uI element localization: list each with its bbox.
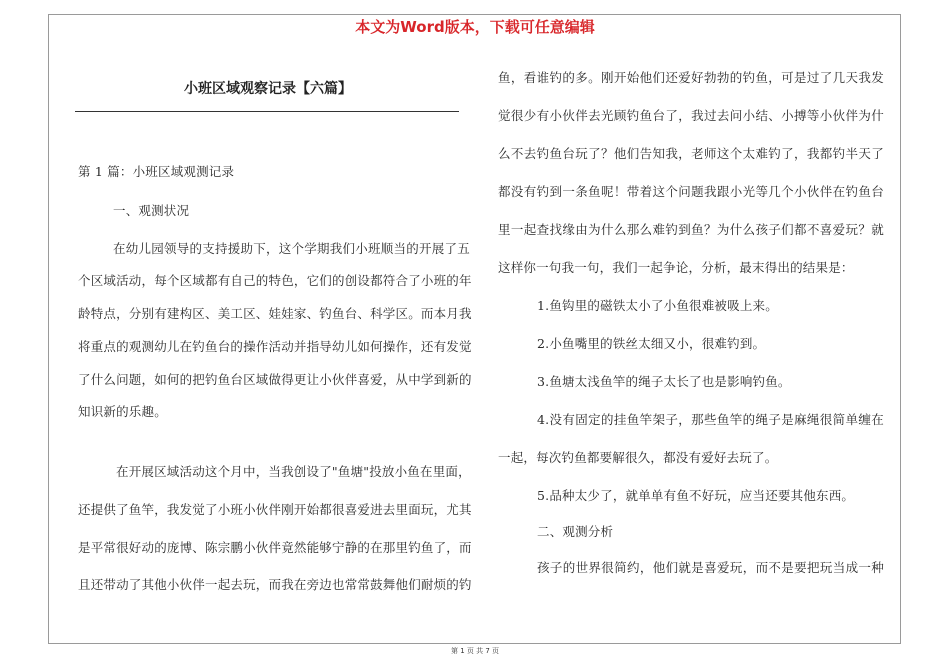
paragraph-line: 龄特点，分别有建构区、美工区、娃娃家、钓鱼台、科学区。而本月我 — [78, 306, 472, 321]
paragraph-line: 了什么问题，如何的把钓鱼台区域做得更让小伙伴喜爱，从中学到新的 — [78, 372, 472, 387]
paragraph-line: 将重点的观测幼儿在钓鱼台的操作活动并指导幼儿如何操作，还有发觉 — [78, 339, 472, 354]
paragraph-line: 在幼儿园领导的支持援助下，这个学期我们小班顺当的开展了五 — [113, 241, 470, 256]
list-item-continuation: 一起，每次钓鱼都要解很久，都没有爱好去玩了。 — [498, 450, 778, 465]
section-heading: 第 1 篇：小班区域观测记录 — [78, 164, 235, 179]
edit-banner: 本文为Word版本，下载可任意编辑 — [355, 18, 595, 36]
paragraph-line: 鱼，看谁钓的多。刚开始他们还爱好勃勃的钓鱼，可是过了几天我发 — [498, 70, 884, 85]
paragraph-line: 是平常很好动的庞博、陈宗鹏小伙伴竟然能够宁静的在那里钓鱼了，而 — [78, 540, 472, 555]
list-item: 4.没有固定的挂鱼竿架子，那些鱼竿的绳子是麻绳很简单缠在 — [537, 412, 884, 427]
paragraph-line: 知识新的乐趣。 — [78, 404, 167, 419]
paragraph-line: 在开展区域活动这个月中，当我创设了"鱼塘"投放小鱼在里面， — [116, 464, 471, 479]
paragraph-line: 个区域活动，每个区域都有自己的特色，它们的创设都符合了小班的年 — [78, 273, 472, 288]
paragraph-line: 么不去钓鱼台玩了？他们告知我，老师这个太难钓了，我都钓半天了 — [498, 146, 884, 161]
paragraph-line: 且还带动了其他小伙伴一起去玩，而我在旁边也常常鼓舞他们耐烦的钓 — [78, 577, 472, 592]
paragraph-line: 这样你一句我一句，我们一起争论，分析，最末得出的结果是： — [498, 260, 854, 275]
subheading-analysis: 二、观测分析 — [537, 524, 614, 539]
subheading-observation: 一、观测状况 — [113, 203, 190, 218]
document-title: 小班区域观察记录【六篇】 — [184, 81, 352, 97]
list-item: 5.品种太少了，就单单有鱼不好玩，应当还要其他东西。 — [537, 488, 855, 503]
paragraph-line: 还提供了鱼竿，我发觉了小班小伙伴刚开始都很喜爱进去里面玩，尤其 — [78, 502, 472, 517]
list-item: 1.鱼钩里的磁铁太小了小鱼很难被吸上来。 — [537, 298, 778, 313]
paragraph-line: 里一起查找缘由为什么那么难钓到鱼？为什么孩子们都不喜爱玩？就 — [498, 222, 884, 237]
page-number: 第 1 页 共 7 页 — [450, 647, 500, 655]
list-item: 3.鱼塘太浅鱼竿的绳子太长了也是影响钓鱼。 — [537, 374, 791, 389]
list-item: 2.小鱼嘴里的铁丝太细又小，很难钓到。 — [537, 336, 766, 351]
paragraph-line: 都没有钓到一条鱼呢！带着这个问题我跟小光等几个小伙伴在钓鱼台 — [498, 184, 884, 199]
paragraph-line: 觉很少有小伙伴去光顾钓鱼台了，我过去问小结、小搏等小伙伴为什 — [498, 108, 884, 123]
paragraph-line: 孩子的世界很简约，他们就是喜爱玩，而不是要把玩当成一种 — [537, 560, 884, 575]
title-underline — [75, 111, 459, 112]
